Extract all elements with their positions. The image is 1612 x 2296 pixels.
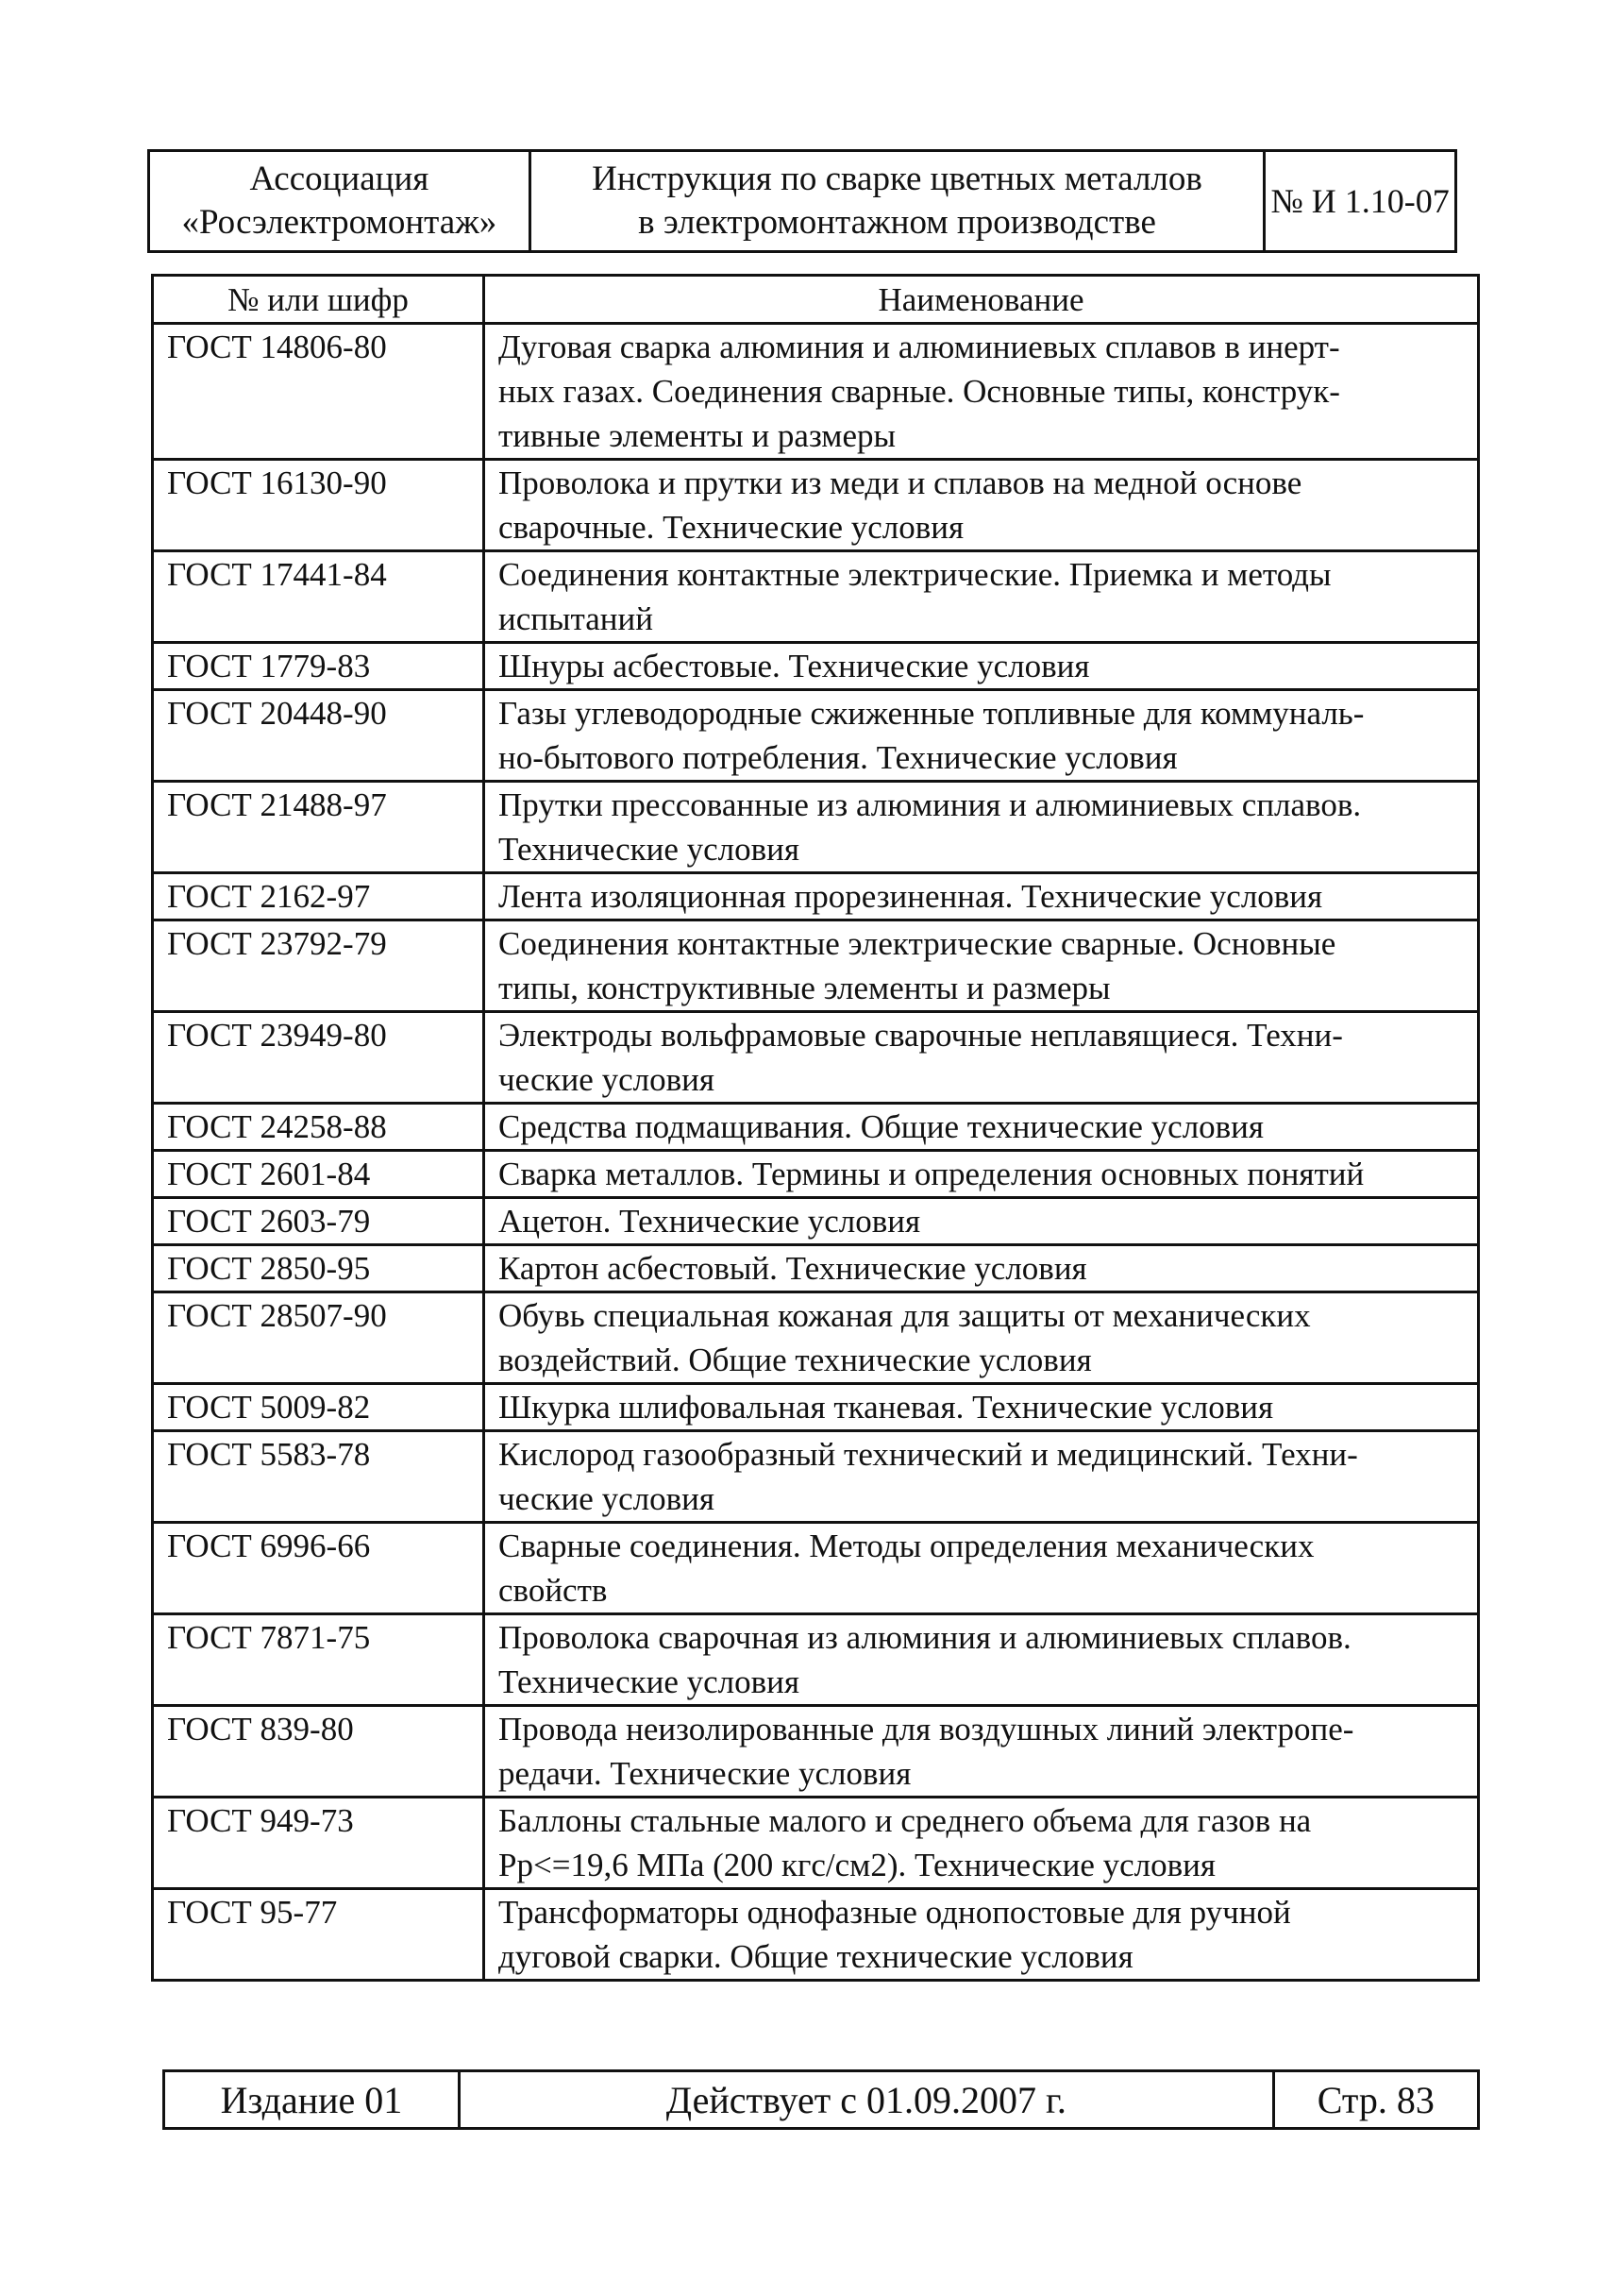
standard-code: ГОСТ 20448-90 [153,690,484,782]
table-row [153,324,1479,460]
table-row [153,690,1479,782]
standard-title-line: Провода неизолированные для воздушных линий электропе- [498,1711,1354,1747]
standard-title [484,1523,1479,1614]
standard-code: ГОСТ 1779-83 [153,643,484,690]
standard-title [484,324,1479,460]
standard-code: ГОСТ 839-80 [153,1706,484,1798]
standard-title-line: тивные элементы и размеры [498,417,896,454]
standard-title [484,1384,1479,1431]
document-title-cell [529,151,1264,252]
document-header [147,149,1457,253]
organization-name-line2: «Росэлектромонтаж» [181,203,497,242]
standard-code: ГОСТ 7871-75 [153,1614,484,1706]
standard-title [484,1245,1479,1292]
standard-title [484,1431,1479,1523]
standard-title-line: испытаний [498,600,653,637]
table-row [153,1431,1479,1523]
standard-code: ГОСТ 2603-79 [153,1198,484,1245]
standard-title [484,1012,1479,1104]
standard-title-line: Соединения контактные электрические. Приемка и методы [498,556,1332,593]
table-row [153,920,1479,1012]
standard-title-line: Средства подмащивания. Общие технические условия [498,1108,1265,1145]
standard-title [484,643,1479,690]
effective-date-label: Действует с 01.09.2007 г. [459,2071,1273,2129]
standard-title [484,1706,1479,1798]
table-row [153,1706,1479,1798]
table-header-row [153,276,1479,324]
standard-title-line: ных газах. Соединения сварные. Основные типы, конструк- [498,373,1340,410]
standard-title-line: Технические условия [498,1663,799,1700]
standard-title [484,551,1479,643]
document-footer [162,2069,1480,2130]
standard-title-line: ческие условия [498,1480,714,1517]
standard-code: ГОСТ 5583-78 [153,1431,484,1523]
standard-title [484,782,1479,873]
table-row [153,1614,1479,1706]
standard-title-line: воздействий. Общие технические условия [498,1342,1092,1378]
table-row [153,1245,1479,1292]
document-number: № И 1.10-07 [1265,151,1456,252]
standard-title [484,690,1479,782]
standard-title-line: Ацетон. Технические условия [498,1203,921,1240]
standard-code: ГОСТ 2850-95 [153,1245,484,1292]
table-row [153,643,1479,690]
standard-title-line: Электроды вольфрамовые сварочные неплавящиеся. Техни- [498,1017,1343,1054]
organization-name-line1: Ассоциация [249,160,429,198]
standard-title-line: дуговой сварки. Общие технические условия [498,1938,1133,1975]
standard-title-line: Прутки прессованные из алюминия и алюминиевых сплавов. [498,786,1362,823]
standard-title-line: Картон асбестовый. Технические условия [498,1250,1087,1287]
table-row [153,1292,1479,1384]
standard-code: ГОСТ 2601-84 [153,1151,484,1198]
table-row [153,1798,1479,1889]
document-title-line2: в электромонтажном производстве [638,203,1156,242]
standard-title [484,1292,1479,1384]
standard-code: ГОСТ 17441-84 [153,551,484,643]
standard-title-line: Соединения контактные электрические сварные. Основные [498,925,1336,962]
standard-code: ГОСТ 95-77 [153,1889,484,1981]
standard-title [484,1614,1479,1706]
table-row [153,1523,1479,1614]
standard-code: ГОСТ 5009-82 [153,1384,484,1431]
table-row [153,1889,1479,1981]
standard-code: ГОСТ 24258-88 [153,1104,484,1151]
standard-title-line: Кислород газообразный технический и медицинский. Техни- [498,1436,1358,1473]
standard-code: ГОСТ 23949-80 [153,1012,484,1104]
standard-code: ГОСТ 14806-80 [153,324,484,460]
standard-title [484,1104,1479,1151]
standard-title [484,460,1479,551]
standard-title-line: Технические условия [498,831,799,868]
standard-code: ГОСТ 28507-90 [153,1292,484,1384]
standard-title-line: свойств [498,1572,608,1609]
organization-cell [149,151,530,252]
standard-code: ГОСТ 21488-97 [153,782,484,873]
standard-title-line: Лента изоляционная прорезиненная. Технические условия [498,878,1323,915]
standard-title-line: Проволока и прутки из меди и сплавов на медной основе [498,464,1302,501]
standard-title-line: Газы углеводородные сжиженные топливные для коммуналь- [498,695,1365,732]
standard-title-line: Сварные соединения. Методы определения механических [498,1528,1315,1564]
table-row [153,551,1479,643]
standard-code: ГОСТ 16130-90 [153,460,484,551]
table-row [153,1151,1479,1198]
standard-code: ГОСТ 949-73 [153,1798,484,1889]
standard-title [484,1798,1479,1889]
table-row [153,1104,1479,1151]
standard-code: ГОСТ 6996-66 [153,1523,484,1614]
table-row [153,1198,1479,1245]
standard-title [484,1198,1479,1245]
column-header-code: № или шифр [153,276,484,324]
standard-code: ГОСТ 23792-79 [153,920,484,1012]
page-number-label: Стр. 83 [1273,2071,1478,2129]
table-row [153,873,1479,920]
standard-title-line: сварочные. Технические условия [498,509,965,546]
standard-code: ГОСТ 2162-97 [153,873,484,920]
table-row [153,460,1479,551]
standard-title-line: редачи. Технические условия [498,1755,912,1792]
standard-title-line: Шнуры асбестовые. Технические условия [498,648,1090,684]
table-row [153,1384,1479,1431]
standard-title-line: Баллоны стальные малого и среднего объема для газов на [498,1802,1312,1839]
standard-title [484,1151,1479,1198]
document-title-line1: Инструкция по сварке цветных металлов [592,160,1202,198]
standard-title-line: но-бытового потребления. Технические условия [498,739,1178,776]
standard-title-line: Трансформаторы однофазные однопостовые для ручной [498,1894,1291,1931]
standard-title-line: Дуговая сварка алюминия и алюминиевых сплавов в инерт- [498,329,1340,365]
edition-label: Издание 01 [164,2071,460,2129]
standard-title-line: Шкурка шлифовальная тканевая. Технические условия [498,1389,1274,1426]
standard-title-line: Обувь специальная кожаная для защиты от механических [498,1297,1311,1334]
standards-table [151,274,1480,1982]
standard-title-line: Проволока сварочная из алюминия и алюминиевых сплавов. [498,1619,1352,1656]
table-row [153,1012,1479,1104]
table-row [153,782,1479,873]
standard-title-line: типы, конструктивные элементы и размеры [498,970,1111,1006]
standard-title-line: ческие условия [498,1061,714,1098]
standard-title-line: Рр<=19,6 МПа (200 кгс/см2). Технические условия [498,1847,1216,1883]
column-header-name: Наименование [484,276,1479,324]
standard-title [484,873,1479,920]
standard-title [484,920,1479,1012]
standard-title [484,1889,1479,1981]
standard-title-line: Сварка металлов. Термины и определения основных понятий [498,1156,1365,1192]
